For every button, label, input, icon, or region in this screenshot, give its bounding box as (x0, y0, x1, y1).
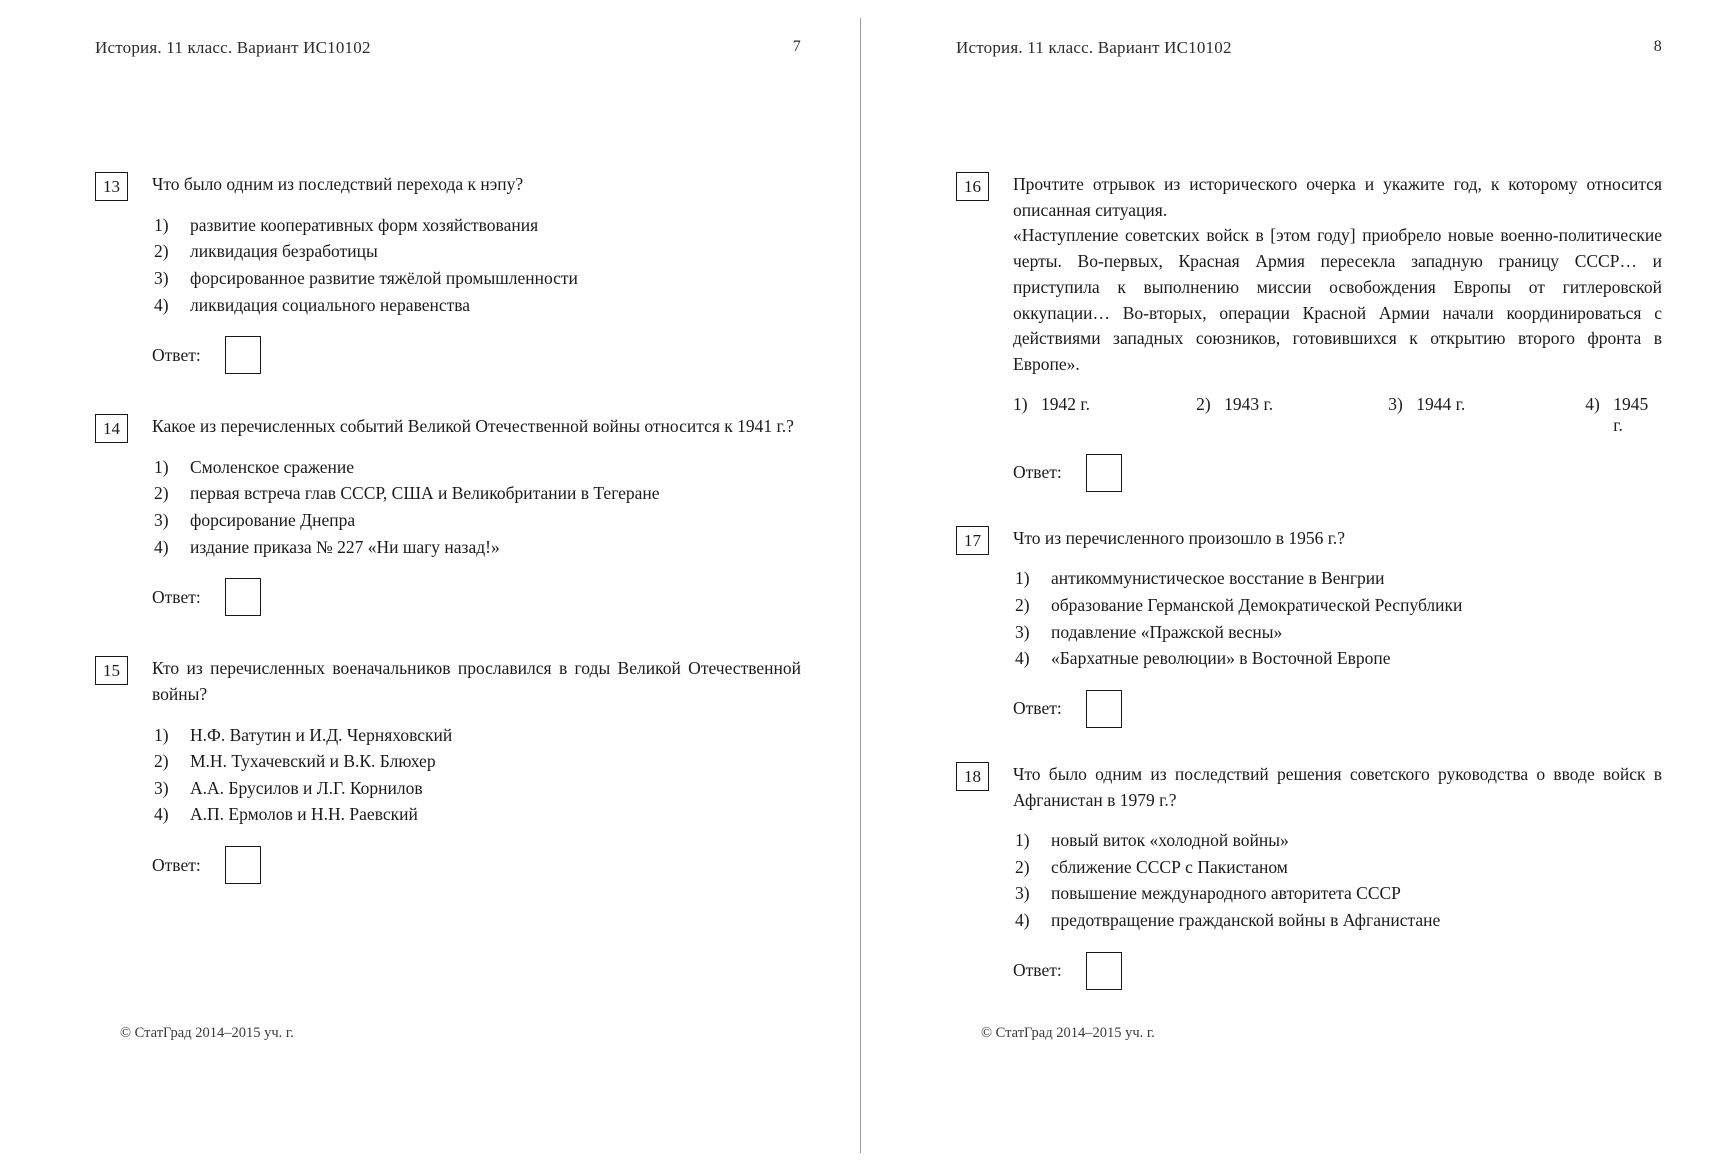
option-text: «Бархатные революции» в Восточной Европе (1051, 648, 1391, 669)
option-marker: 1) (1015, 830, 1030, 851)
option-18-4[interactable] (1013, 907, 1662, 934)
running-header-left (95, 38, 801, 60)
answer-row-15 (152, 846, 801, 884)
option-text: повышение международного авторитета СССР (1051, 883, 1401, 904)
options-13 (152, 212, 801, 318)
option-marker: 1) (154, 456, 169, 477)
option-14-2[interactable] (152, 480, 801, 507)
options-17 (1013, 565, 1662, 671)
question-number-13: 13 (95, 172, 128, 201)
answer-box-17[interactable] (1086, 690, 1122, 728)
question-13 (95, 172, 801, 374)
answer-label: Ответ: (152, 344, 201, 365)
page-number-left: 7 (792, 38, 801, 55)
question-16 (956, 172, 1662, 492)
header-title-left: История. 11 класс. Вариант ИС10102 (95, 38, 371, 57)
option-marker: 3) (1015, 883, 1030, 904)
option-text: новый виток «холодной войны» (1051, 830, 1289, 851)
page-number-right: 8 (1653, 38, 1662, 55)
option-marker: 4) (154, 536, 169, 557)
option-16-4[interactable] (1585, 394, 1662, 436)
question-number-16: 16 (956, 172, 989, 201)
option-text: А.П. Ермолов и Н.Н. Раевский (190, 804, 418, 825)
answer-row-13 (152, 336, 801, 374)
option-text: предотвращение гражданской войны в Афганистане (1051, 910, 1441, 931)
options-14 (152, 454, 801, 560)
footer-right: © СтатГрад 2014–2015 уч. г. (981, 1025, 1155, 1041)
option-text: М.Н. Тухачевский и В.К. Блюхер (190, 751, 436, 772)
answer-row-14 (152, 578, 801, 616)
option-marker: 2) (1015, 856, 1030, 877)
option-15-2[interactable] (152, 748, 801, 775)
option-marker: 4) (1015, 910, 1030, 931)
option-marker: 1) (154, 724, 169, 745)
option-text: ликвидация социального неравенства (190, 294, 471, 315)
running-header-right (956, 38, 1662, 60)
option-16-3[interactable] (1388, 394, 1585, 436)
question-stem-16: Прочтите отрывок из исторического очерка и укажите год, к которому относится описанная ситуация. (1013, 174, 1662, 220)
option-text: подавление «Пражской весны» (1051, 621, 1283, 642)
option-marker: 1) (1015, 568, 1030, 589)
option-13-3[interactable] (152, 265, 801, 292)
question-stem-14: Какое из перечисленных событий Великой Отечественной войны относится к 1941 г.? (152, 416, 794, 437)
option-16-2[interactable] (1196, 394, 1388, 436)
answer-box-15[interactable] (225, 846, 261, 884)
option-17-1[interactable] (1013, 565, 1662, 592)
question-stem-17: Что из перечисленного произошло в 1956 г.? (1013, 527, 1346, 548)
option-18-1[interactable] (1013, 827, 1662, 854)
answer-box-16[interactable] (1086, 454, 1122, 492)
option-17-3[interactable] (1013, 619, 1662, 646)
option-text: 1945 г. (1613, 393, 1649, 435)
option-marker: 3) (154, 267, 169, 288)
option-text: А.А. Брусилов и Л.Г. Корнилов (190, 777, 423, 798)
answer-row-17 (1013, 690, 1662, 728)
question-number-17: 17 (956, 526, 989, 555)
question-18 (956, 762, 1662, 990)
option-17-2[interactable] (1013, 592, 1662, 619)
option-13-2[interactable] (152, 238, 801, 265)
option-text: первая встреча глав СССР, США и Великобритании в Тегеране (190, 483, 660, 504)
answer-box-13[interactable] (225, 336, 261, 374)
option-marker: 4) (1585, 393, 1600, 414)
option-text: форсированное развитие тяжёлой промышленности (190, 267, 578, 288)
option-text: ликвидация безработицы (190, 241, 378, 262)
option-marker: 2) (1196, 393, 1211, 414)
option-marker: 1) (1013, 393, 1028, 414)
answer-label: Ответ: (1013, 462, 1062, 483)
header-title-right: История. 11 класс. Вариант ИС10102 (956, 38, 1232, 57)
option-15-3[interactable] (152, 775, 801, 802)
option-text: Н.Ф. Ватутин и И.Д. Черняховский (190, 724, 453, 745)
option-marker: 4) (154, 294, 169, 315)
question-stem-13: Что было одним из последствий перехода к нэпу? (152, 174, 524, 194)
question-stem-15: Кто из перечисленных военачальников прославился в годы Великой Отечественной войны? (152, 658, 801, 704)
question-number-15: 15 (95, 656, 128, 685)
answer-row-16 (1013, 454, 1662, 492)
option-16-1[interactable] (1013, 394, 1196, 436)
option-14-1[interactable] (152, 454, 801, 481)
option-13-4[interactable] (152, 292, 801, 319)
option-marker: 3) (1388, 393, 1403, 414)
answer-row-18 (1013, 952, 1662, 990)
option-text: 1944 г. (1416, 393, 1466, 414)
option-text: сближение СССР с Пакистаном (1051, 856, 1288, 877)
question-stem-18: Что было одним из последствий решения советского руководства о вводе войск в Афганистан в 1979 г.? (1013, 763, 1662, 810)
option-14-3[interactable] (152, 507, 801, 534)
option-marker: 2) (1015, 595, 1030, 616)
answer-label: Ответ: (152, 854, 201, 875)
option-marker: 2) (154, 483, 169, 504)
options-15 (152, 722, 801, 828)
option-marker: 2) (154, 751, 169, 772)
answer-box-18[interactable] (1086, 952, 1122, 990)
question-number-18: 18 (956, 762, 989, 791)
option-text: образование Германской Демократической Республики (1051, 595, 1463, 616)
option-marker: 3) (154, 510, 169, 530)
page-right (861, 0, 1722, 1170)
question-14 (95, 414, 801, 616)
question-17 (956, 526, 1662, 728)
question-15 (95, 656, 801, 884)
answer-label: Ответ: (152, 586, 201, 607)
answer-label: Ответ: (1013, 960, 1062, 981)
option-14-4[interactable] (152, 534, 801, 561)
option-text: 1943 г. (1224, 393, 1274, 414)
question-number-14: 14 (95, 414, 128, 443)
option-marker: 2) (154, 241, 169, 262)
option-marker: 1) (154, 214, 169, 235)
option-marker: 3) (154, 777, 169, 798)
option-marker: 3) (1015, 621, 1030, 642)
option-text: издание приказа № 227 «Ни шагу назад!» (190, 536, 500, 557)
option-text: развитие кооперативных форм хозяйствования (190, 214, 539, 235)
option-15-1[interactable] (152, 722, 801, 749)
option-17-4[interactable] (1013, 645, 1662, 672)
footer-left: © СтатГрад 2014–2015 уч. г. (120, 1025, 294, 1041)
answer-box-14[interactable] (225, 578, 261, 616)
option-15-4[interactable] (152, 801, 801, 828)
question-quote-16: «Наступление советских войск в [этом году] приобрело новые военно-политические черты. Во-первых, Красная Армия пересекла западную границу СССР… и приступила к выполнению миссии освобождения Европы от гитлеровской оккупации… Во-вторых, операции Красной Армии начали координироваться с действиями западных союзников, готовившихся к открытию второго фронта в Европе». (1013, 225, 1662, 375)
option-18-3[interactable] (1013, 880, 1662, 907)
option-text: антикоммунистическое восстание в Венгрии (1051, 568, 1385, 589)
option-text: 1942 г. (1041, 393, 1090, 414)
option-text: Смоленское сражение (190, 456, 355, 477)
options-18 (1013, 827, 1662, 933)
option-13-1[interactable] (152, 212, 801, 239)
option-18-2[interactable] (1013, 854, 1662, 881)
option-marker: 4) (154, 804, 169, 825)
answer-label: Ответ: (1013, 698, 1062, 719)
option-marker: 4) (1015, 648, 1030, 669)
option-text: форсирование Днепра (190, 510, 356, 530)
options-16 (1013, 394, 1662, 436)
